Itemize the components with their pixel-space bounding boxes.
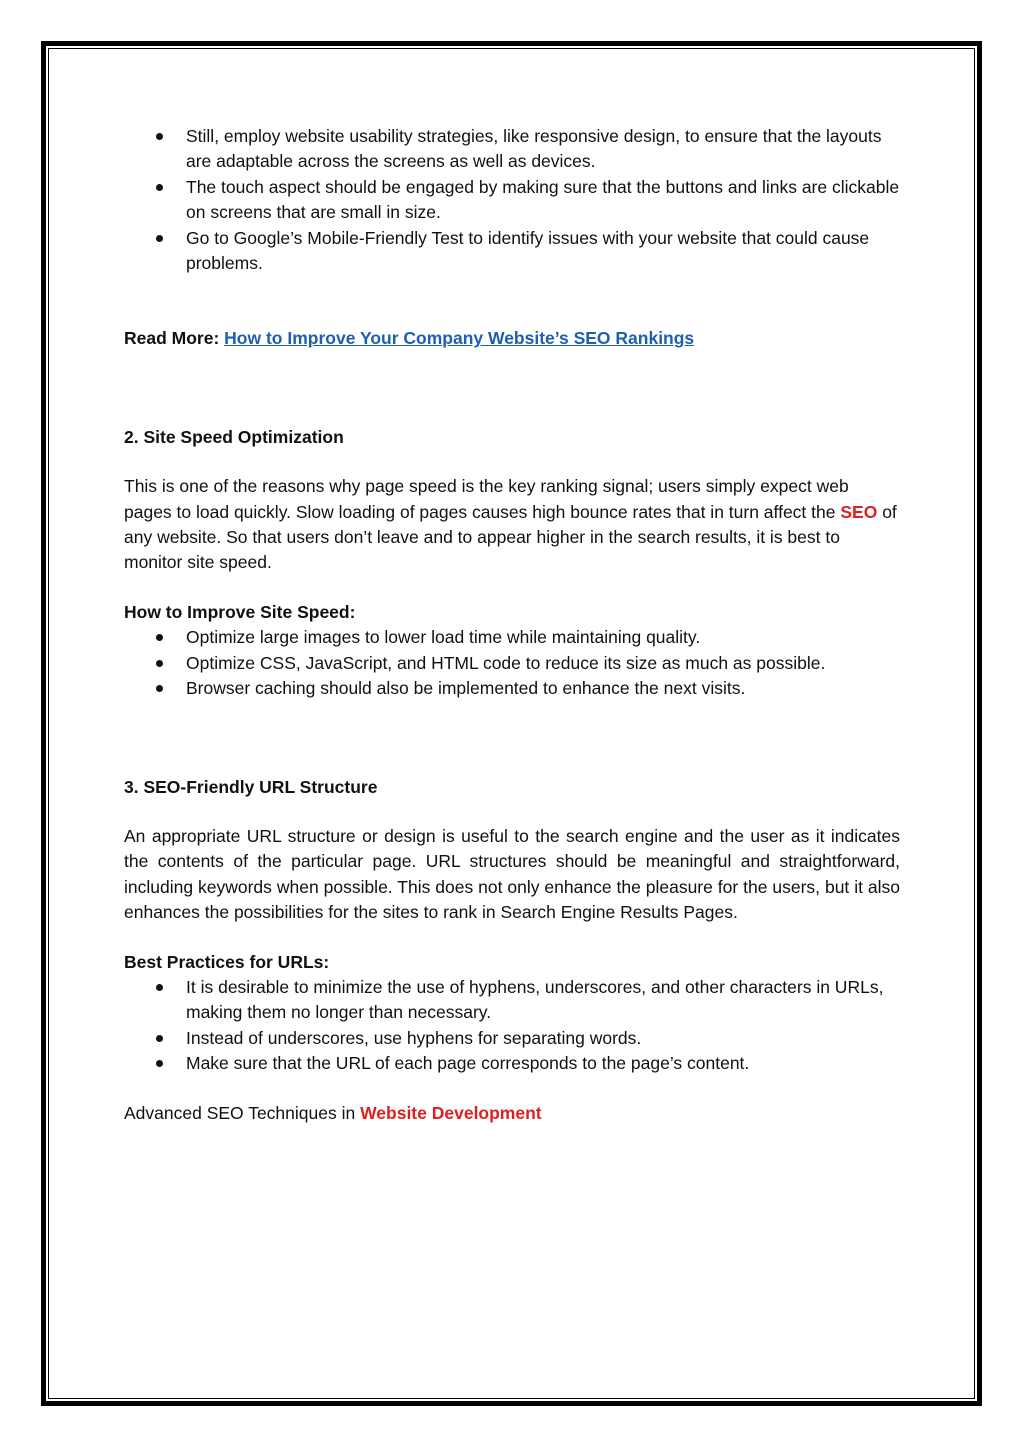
section-3-bullet-list — [124, 975, 900, 1077]
read-more-line — [124, 326, 900, 351]
seo-highlight-link[interactable]: SEO — [840, 501, 878, 522]
list-item: It is desirable to minimize the use of hyphens, underscores, and other characters in URLs, making them no longer than necessary. — [124, 975, 900, 1026]
website-development-link[interactable]: Website Development — [360, 1102, 542, 1123]
section-2-subheading: How to Improve Site Speed: — [124, 601, 356, 622]
footer-line — [124, 1101, 900, 1126]
list-item: Instead of underscores, use hyphens for separating words. — [124, 1026, 900, 1051]
section-2-heading: 2. Site Speed Optimization — [124, 426, 344, 447]
paragraph-text: of any website. So that users don’t leave and to appear higher in the search results, it is best to monitor site speed. — [124, 501, 897, 573]
list-item: Go to Google’s Mobile-Friendly Test to identify issues with your website that could cause problems. — [124, 226, 900, 277]
list-item: Optimize large images to lower load time while maintaining quality. — [124, 625, 900, 650]
list-item: Make sure that the URL of each page corresponds to the page’s content. — [124, 1051, 900, 1076]
section-2-bullet-list — [124, 625, 900, 701]
section-3-subheading: Best Practices for URLs: — [124, 951, 330, 972]
list-item: Still, employ website usability strategies, like responsive design, to ensure that the layouts are adaptable across the screens as well as devices. — [124, 124, 900, 175]
intro-bullet-list — [124, 124, 900, 276]
read-more-label: Read More: — [124, 328, 220, 349]
list-item: Browser caching should also be implemented to enhance the next visits. — [124, 676, 900, 701]
read-more-link[interactable]: How to Improve Your Company Website’s SEO Rankings — [224, 328, 695, 349]
list-item: Optimize CSS, JavaScript, and HTML code to reduce its size as much as possible. — [124, 651, 900, 676]
list-item: The touch aspect should be engaged by making sure that the buttons and links are clickable on screens that are small in size. — [124, 175, 900, 226]
section-3-paragraph: An appropriate URL structure or design is useful to the search engine and the user as it indicates the contents of the particular page. URL structures should be meaningful and straightforward, including keywords when possible. This does not only enhance the pleasure for the users, but it also enhances the possibilities for the sites to rank in Search Engine Results Pages. — [124, 825, 900, 923]
document-body — [124, 124, 900, 1126]
paragraph-text: This is one of the reasons why page speed is the key ranking signal; users simply expect web pages to load quickly. Slow loading of pages causes high bounce rates that in turn affect the — [124, 476, 849, 522]
section-3-heading: 3. SEO-Friendly URL Structure — [124, 776, 378, 797]
section-2-paragraph — [124, 474, 900, 576]
footer-text: Advanced SEO Techniques in — [124, 1102, 361, 1123]
